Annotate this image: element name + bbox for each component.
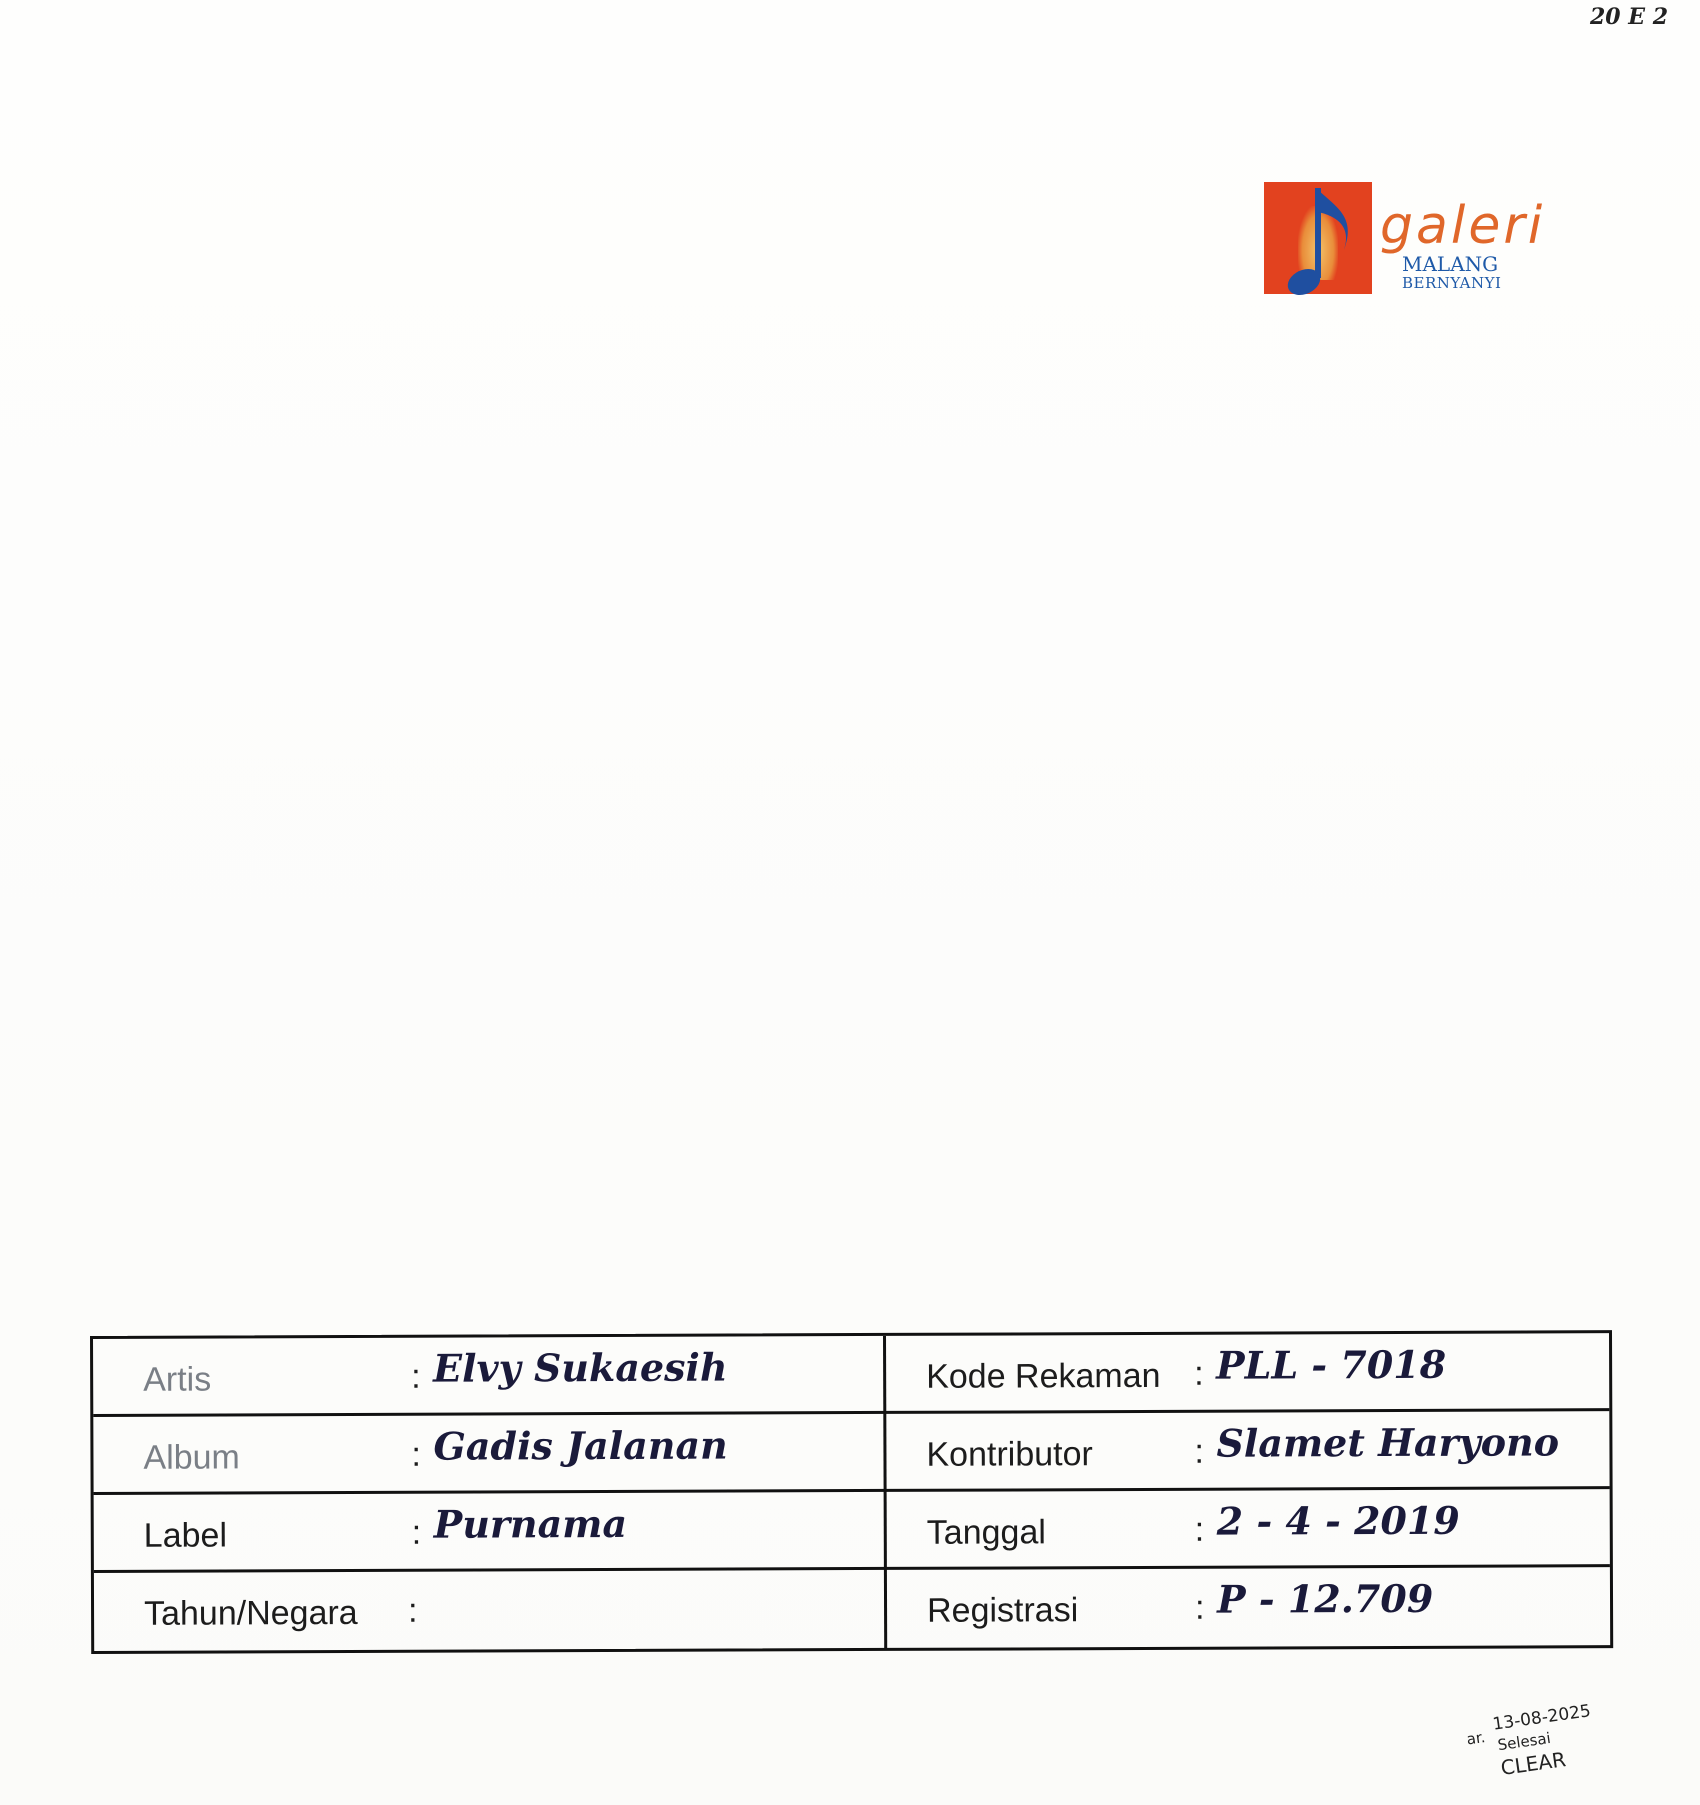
field-colon: : [411, 1435, 421, 1474]
field-value-album: Gadis Jalanan [433, 1422, 728, 1469]
field-label: Tanggal [926, 1513, 1046, 1552]
field-label: Tahun/Negara [143, 1593, 358, 1633]
field-colon: : [1194, 1354, 1204, 1393]
stamp-date: 13-08-2025 [1491, 1701, 1593, 1735]
field-colon: : [1194, 1588, 1205, 1627]
field-colon: : [1194, 1510, 1205, 1549]
logo-subtitle-1: MALANG [1402, 252, 1499, 276]
logo-subtitle-2: BERNYANYI [1402, 274, 1502, 292]
table-row-kode-rekaman [886, 1333, 1609, 1414]
field-colon: : [1194, 1432, 1204, 1471]
music-note-icon [1258, 178, 1378, 308]
table-row-tanggal [887, 1489, 1610, 1570]
field-value-kontributor: Slamet Haryono [1216, 1419, 1560, 1466]
table-row-album [93, 1414, 883, 1495]
field-value-tanggal: 2 - 4 - 2019 [1216, 1497, 1460, 1544]
field-label: Artis [143, 1360, 212, 1399]
field-value-kode-rekaman: PLL - 7018 [1216, 1341, 1447, 1388]
stamp-line-3: CLEAR [1499, 1747, 1568, 1780]
table-row-artis [93, 1336, 883, 1417]
field-colon: : [411, 1513, 422, 1552]
field-colon: : [411, 1357, 421, 1396]
galeri-logo [1258, 178, 1558, 308]
table-row-tahun-negara [94, 1570, 884, 1651]
logo-word: galeri [1380, 196, 1546, 256]
field-label: Album [143, 1438, 240, 1477]
field-value-label: Purnama [433, 1500, 628, 1547]
field-value-registrasi: P - 12.709 [1216, 1575, 1434, 1622]
table-row-registrasi [887, 1567, 1610, 1648]
corner-note: 20 E 2 [1590, 4, 1669, 30]
handwritten-stamp [1464, 1698, 1623, 1790]
stamp-prefix: ar. [1465, 1728, 1487, 1749]
field-colon: : [407, 1591, 418, 1630]
field-value-artis: Elvy Sukaesih [433, 1344, 728, 1391]
table-row-label [94, 1492, 884, 1573]
stamp-line-2: Selesai [1496, 1728, 1552, 1755]
field-label: Label [143, 1516, 228, 1555]
table-row-kontributor [886, 1411, 1609, 1492]
catalog-table [90, 1330, 1613, 1654]
field-label: Kontributor [926, 1435, 1093, 1474]
field-label: Registrasi [926, 1591, 1079, 1630]
field-label: Kode Rekaman [926, 1356, 1161, 1396]
